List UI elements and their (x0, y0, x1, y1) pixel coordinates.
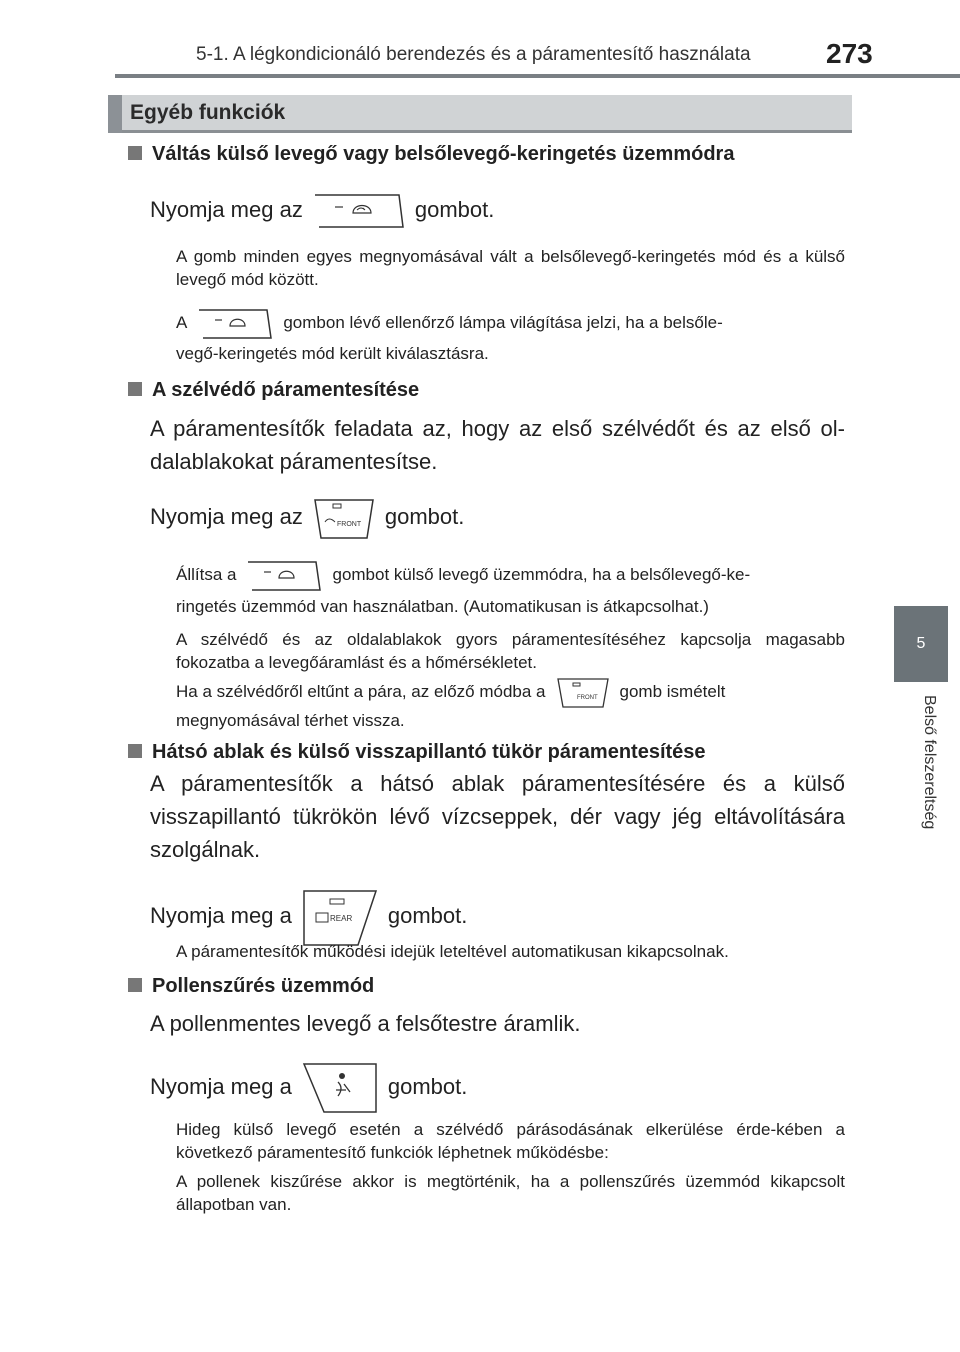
note-pollen-defog: Hideg külső levegő esetén a szélvédő párásodásának elkerülése érde-kében a következő páramentesítő funkciók léphetnek működésbe: (176, 1120, 845, 1162)
note-return-previous-mode: Ha a szélvédőről eltűnt a pára, az előző módba a FRONT gomb ismételt megnyomásával térhet vissza. (176, 677, 845, 732)
recirculation-button-icon (313, 193, 405, 229)
press-instruction-rear-defrost: Nyomja meg a REAR gombot. (150, 887, 845, 947)
svg-text:FRONT: FRONT (336, 521, 361, 528)
note-pollen-off: A pollenek kiszűrése akkor is megtörténik, ha a pollenszűrés üzemmód kikapcsolt állapotban van. (176, 1172, 845, 1214)
note-rear-defrost-timer: A páramentesítők működési idejük leteltével automatikusan kikapcsolnak. (176, 942, 729, 961)
svg-text:FRONT: FRONT (576, 695, 598, 701)
bullet-square-icon (128, 146, 142, 160)
subheading-recirculation: Váltás külső levegő vagy belsőlevegő-keringetés üzemmódra (128, 143, 734, 166)
note-front-defrost-outside-air: Állítsa a gombot külső levegő üzemmódra, ha a belsőlevegő-ke- ringetés üzemmód van használatban. (Automatikusan is átkapcsolhat.) (176, 560, 845, 622)
note-recirculation-lamp: A gombon lévő ellenőrző lámpa világítása jelzi, ha a belsőle- vegő-keringetés mód került kiválasztásra. (176, 308, 845, 368)
pollen-button-icon (302, 1062, 378, 1114)
front-defroster-button-icon (556, 677, 610, 709)
note-fast-defog: A szélvédő és az oldalablakok gyors páramentesítéséhez kapcsolja magasabb fokozatba a levegőáramlást és a hőmérsékletet. (176, 630, 845, 672)
chapter-number: 5 (916, 635, 926, 652)
front-defroster-button-icon (313, 496, 375, 540)
svg-text:REAR: REAR (329, 914, 353, 923)
press-instruction-pollen: Nyomja meg a gombot. (150, 1062, 845, 1114)
recirculation-button-icon (246, 560, 322, 592)
press-instruction-front-defrost: Nyomja meg az FRONT gombot. (150, 496, 845, 540)
chapter-tab-label: Belső felszereltség (921, 695, 938, 830)
note-recirculation-toggle: A gomb minden egyes megnyomásával vált a belsőlevegő-keringetés mód és a külső levegő mód között. (176, 247, 845, 289)
body-windshield-defog: A páramentesítők feladata az, hogy az első szélvédőt és az első ol-dalablakokat páramentesítse. (150, 416, 845, 474)
subheading-pollen-filter: Pollenszűrés üzemmód (128, 975, 374, 998)
subheading-windshield-defog: A szélvédő páramentesítése (128, 379, 419, 402)
recirculation-button-icon (197, 308, 273, 340)
header-rule (115, 74, 960, 78)
body-rear-defog: A páramentesítők a hátsó ablak páramentesítésére és a külső visszapillantó tükrökön lévő vízcseppek, dér vagy jég eltávolítására szolgálnak. (150, 771, 845, 862)
section-title: Egyéb funkciók (130, 101, 286, 124)
section-title-bar (108, 95, 852, 133)
bullet-square-icon (128, 382, 142, 396)
bullet-square-icon (128, 978, 142, 992)
subheading-rear-defog: Hátsó ablak és külső visszapillantó tükör páramentesítése (128, 741, 706, 764)
rear-defroster-button-icon (302, 887, 378, 947)
bullet-square-icon (128, 744, 142, 758)
running-header: 5-1. A légkondicionáló berendezés és a páramentesítő használata (196, 44, 751, 65)
body-pollen-filter: A pollenmentes levegő a felsőtestre áramlik. (150, 1011, 581, 1036)
page-number: 273 (826, 38, 873, 69)
chapter-tab (894, 606, 948, 682)
section-title-accent (108, 95, 122, 133)
press-instruction-recirculation: Nyomja meg az gombot. (150, 193, 845, 229)
